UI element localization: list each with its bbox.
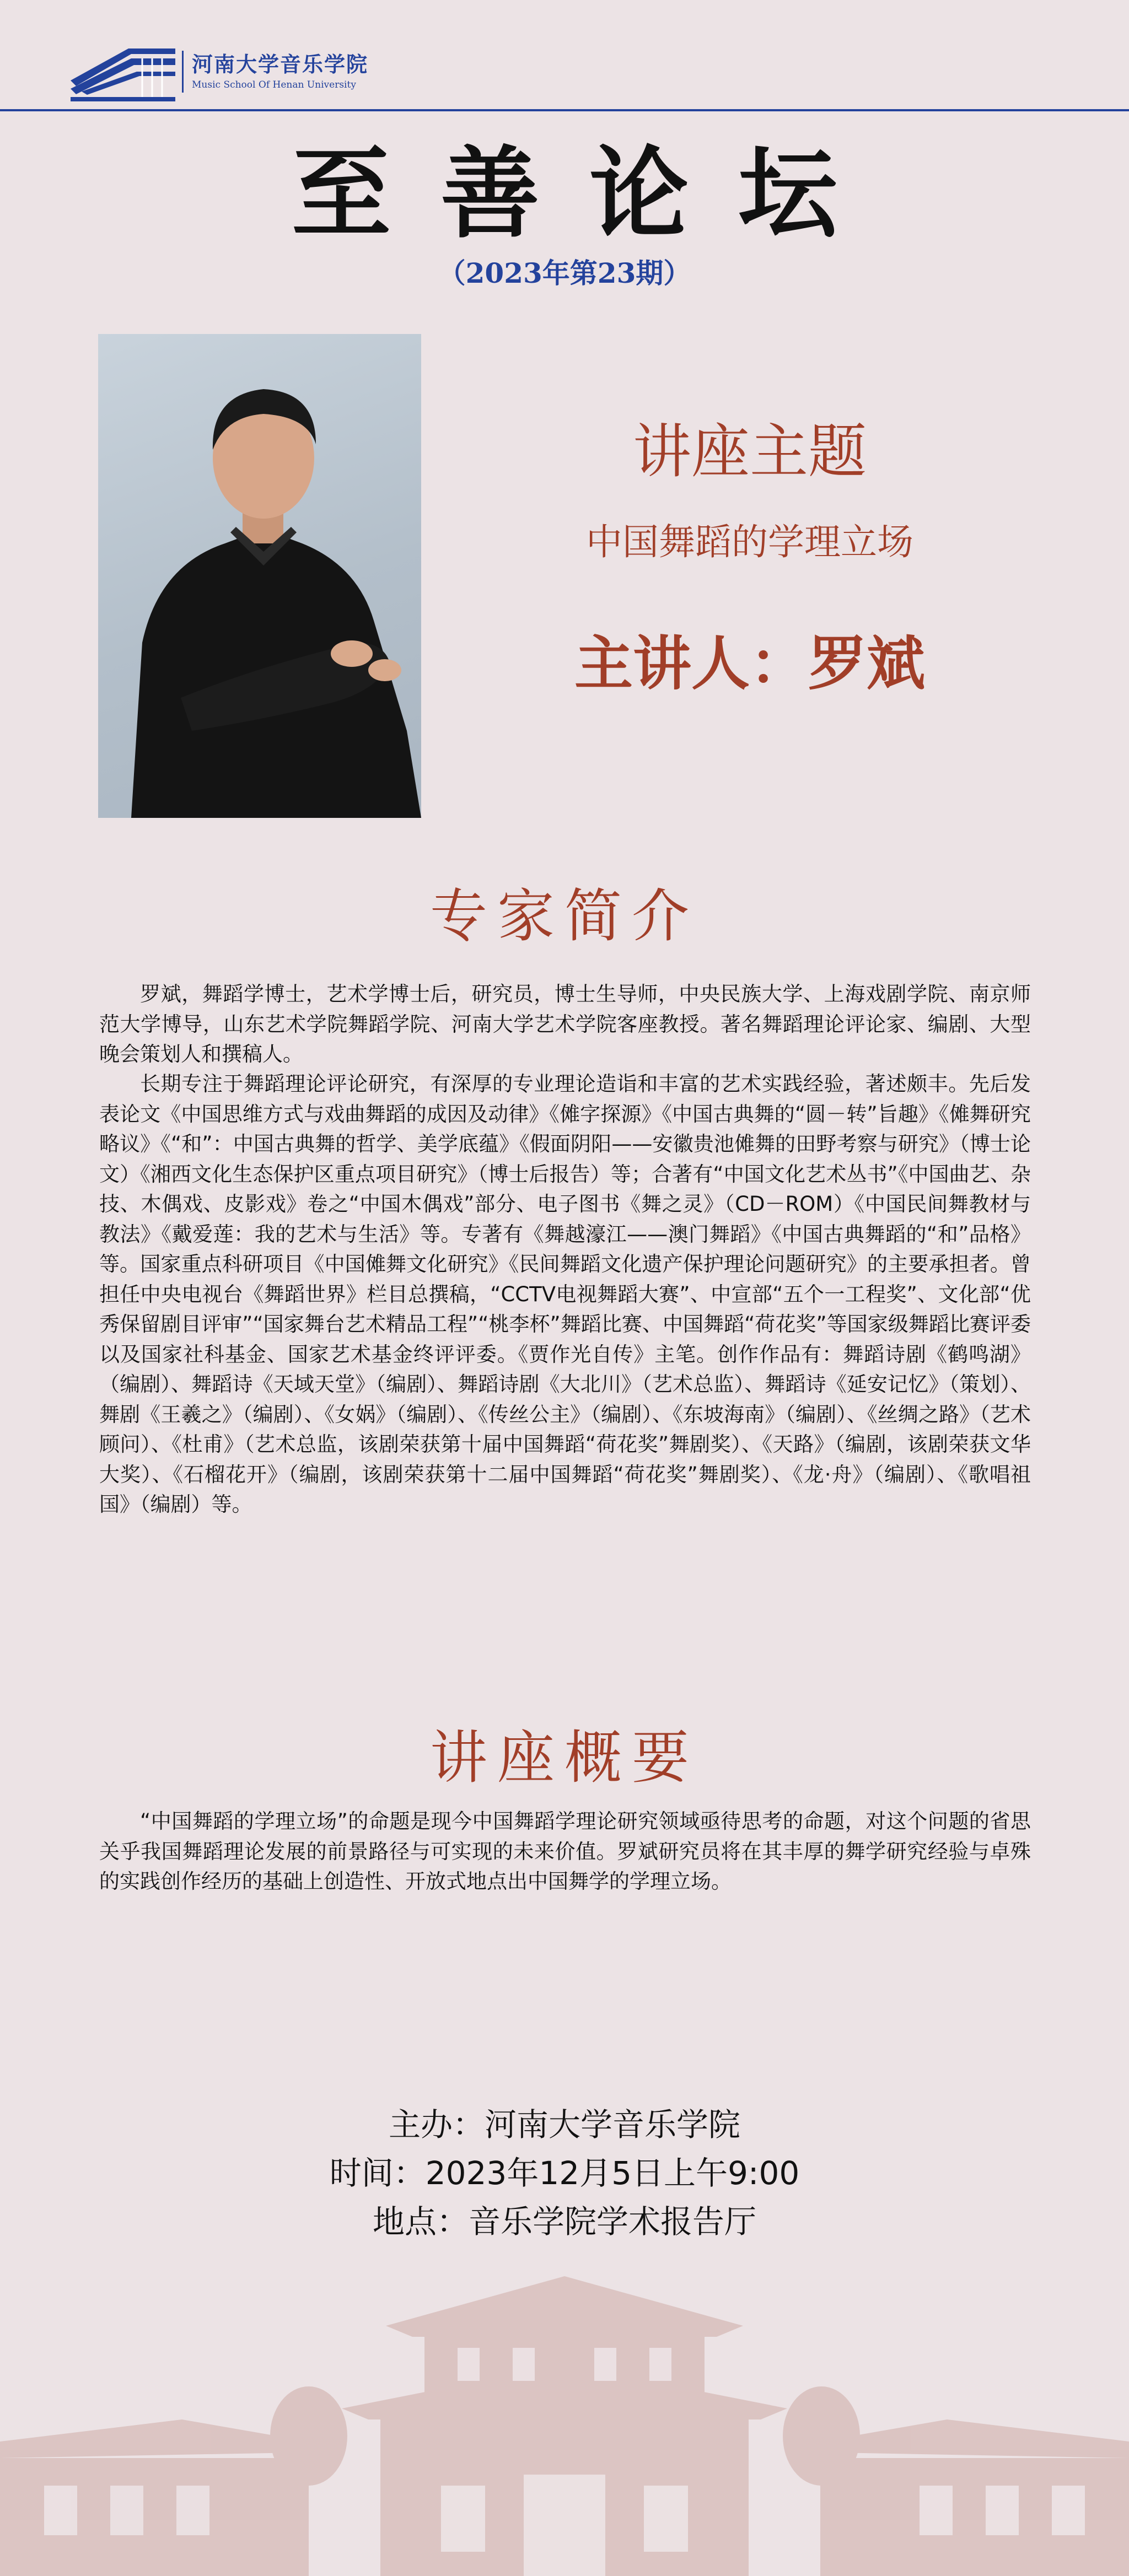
school-logo-icon <box>65 36 181 103</box>
lecture-summary-paragraph: “中国舞蹈的学理立场”的命题是现今中国舞蹈学理论研究领域亟待思考的命题，对这个问题的省思关乎我国舞蹈理论发展的前景路径与可实现的未来价值。罗斌研究员将在其丰厚的舞学研究经验与卓殊的实践创作经历的基础上创造性、开放式地点出中国舞学的学理立场。 <box>99 1809 1031 1893</box>
issue-number: （2023年第23期） <box>438 257 691 289</box>
lecture-topic-label: 讲座主题 <box>633 418 867 486</box>
expert-intro-paragraph: 罗斌，舞蹈学博士，艺术学博士后，研究员，博士生导师，中央民族大学、上海戏剧学院、南京师范大学博导，山东艺术学院舞蹈学院、河南大学艺术学院客座教授。著名舞蹈理论评论家、编剧、大型晚会策划人和撰稿人。 <box>99 982 1031 1066</box>
expert-intro-paragraph: 长期专注于舞蹈理论评论研究，有深厚的专业理论造诣和丰富的艺术实践经验，著述颇丰。先后发表论文《中国思维方式与戏曲舞蹈的成因及动律》《傩字探源》《中国古典舞的“圆－转”旨趣》《傩舞研究略议》《“和”：中国古典舞的哲学、美学底蕴》《假面阴阳——安徽贵池傩舞的田野考察与研究》（博士论文）《湘西文化生态保护区重点项目研究》（博士后报告）等；合著有“中国文化艺术丛书”《中国曲艺、杂技、木偶戏、皮影戏》卷之“中国木偶戏”部分、电子图书《舞之灵》（CD－ROM）《中国民间舞教材与教法》《戴爱莲：我的艺术与生活》等。专著有《舞越濠江——澳门舞蹈》《中国古典舞蹈的“和”品格》等。国家重点科研项目《中国傩舞文化研究》《民间舞蹈文化遗产保护理论问题研究》的主要承担者。曾担任中央电视台《舞蹈世界》栏目总撰稿，“CCTV电视舞蹈大赛”、中宣部“五个一工程奖”、文化部“优秀保留剧目评审”“国家舞台艺术精品工程”“桃李杯”舞蹈比赛、中国舞蹈“荷花奖”等国家级舞蹈比赛评委以及国家社科基金、国家艺术基金终评评委。《贾作光自传》主笔。创作作品有：舞蹈诗剧《鹤鸣湖》（编剧）、舞蹈诗《天域天堂》（编剧）、舞蹈诗剧《大北川》（艺术总监）、舞蹈诗《延安记忆》（策划）、舞剧《王羲之》（编剧）、《女娲》（编剧）、《传丝公主》（编剧）、《东坡海南》（编剧）、《丝绸之路》（艺术顾问）、《杜甫》（艺术总监，该剧荣获第十届中国舞蹈“荷花奖”舞剧奖）、《天路》（编剧，该剧荣获文华大奖）、《石榴花开》（编剧，该剧荣获第十二届中国舞蹈“荷花奖”舞剧奖）、《龙·舟》（编剧）、《歌唱祖国》（编剧）等。 <box>99 1072 1031 1516</box>
header <box>0 0 1129 110</box>
location-info: 地点：音乐学院学术报告厅 <box>372 2203 756 2240</box>
lecture-summary-heading: 讲座概要 <box>429 1724 699 1791</box>
campus-building-illustration <box>0 2254 1129 2576</box>
lecture-topic: 中国舞蹈的学理立场 <box>586 521 913 563</box>
school-name-cn: 河南大学音乐学院 <box>192 52 369 77</box>
host-info: 主办：河南大学音乐学院 <box>388 2106 740 2143</box>
time-info: 时间：2023年12月5日上午9:00 <box>329 2154 800 2192</box>
school-name-en: Music School Of Henan University <box>192 79 356 90</box>
speaker-name: 主讲人：罗斌 <box>574 630 925 698</box>
speaker-portrait <box>98 334 421 818</box>
logo-divider <box>182 51 184 93</box>
forum-title: 至善论坛 <box>291 136 887 252</box>
header-rule <box>0 109 1129 111</box>
speaker-silhouette-icon <box>98 334 421 818</box>
expert-intro-heading: 专家简介 <box>429 882 699 950</box>
